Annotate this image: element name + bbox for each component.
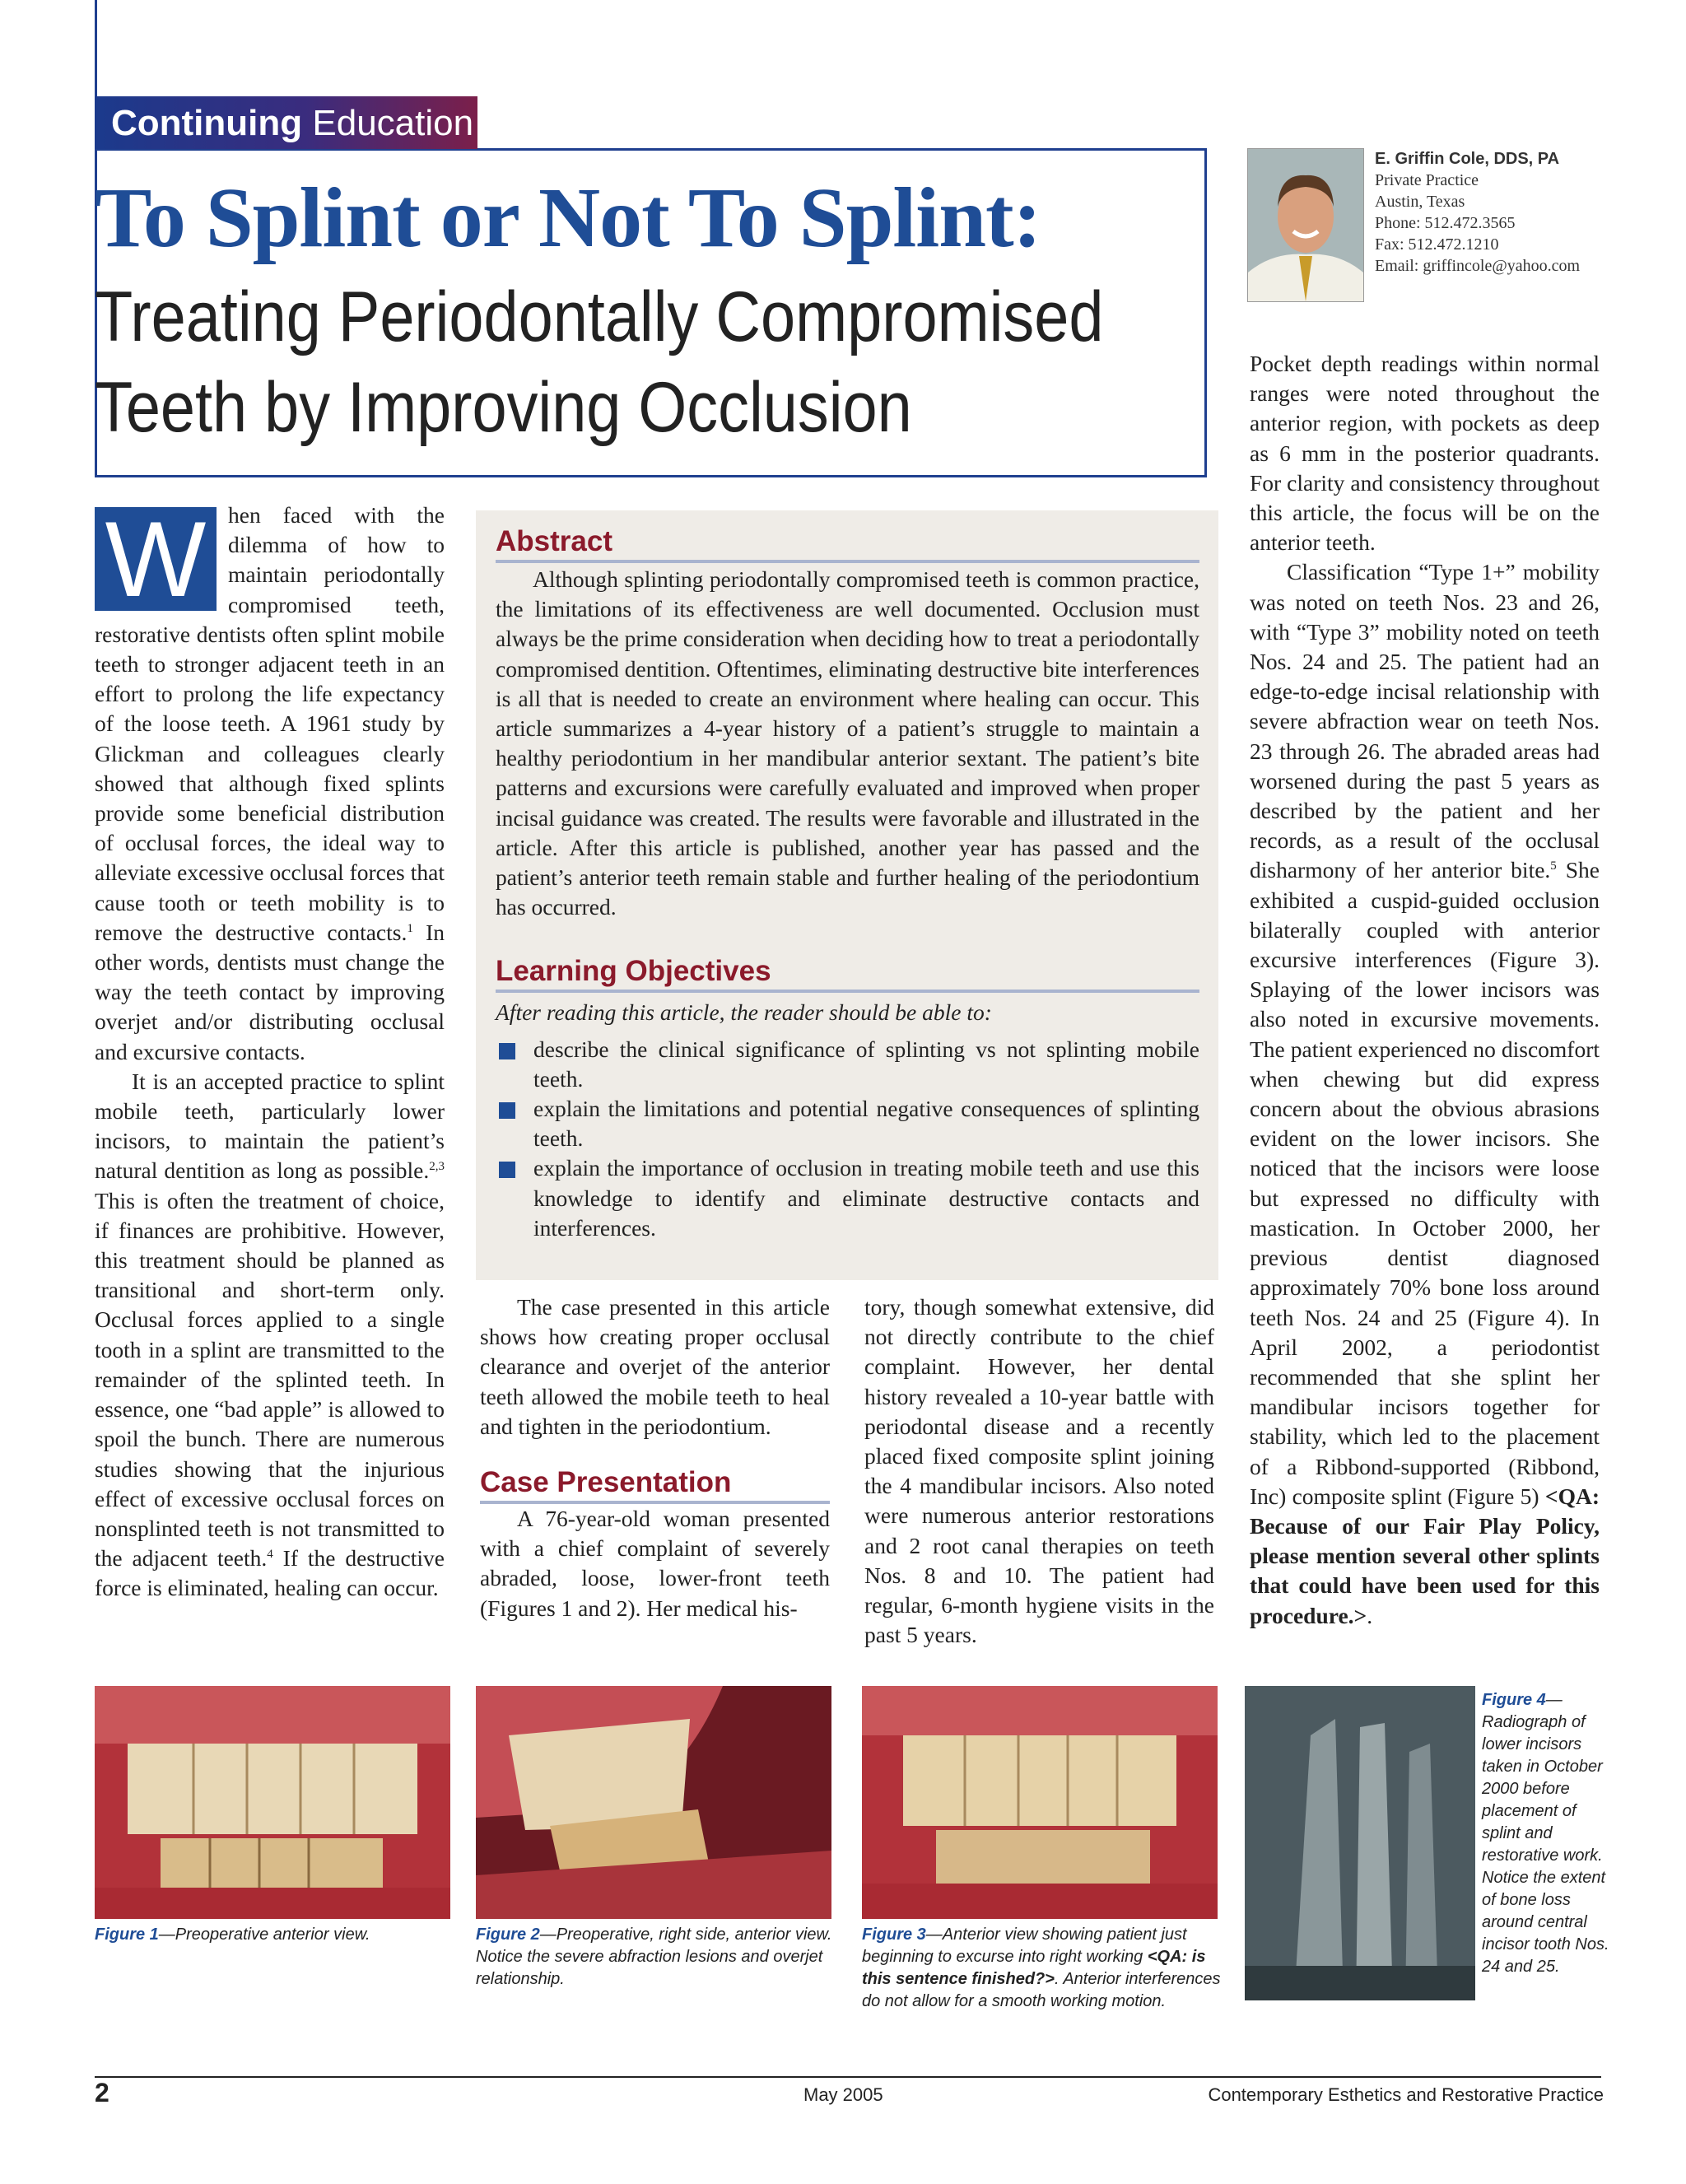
figure-2-image (476, 1686, 831, 1919)
figure-3-qa-note: <QA: is this sentence finished?> (862, 1948, 1206, 1988)
author-portrait-icon (1248, 149, 1363, 301)
figure-2-caption: Figure 2—Preoperative, right side, anterior view. Notice the severe abfraction lesions and overjet relationship. (476, 1926, 832, 1988)
abstract-box (476, 510, 1218, 1280)
section-banner (95, 96, 477, 149)
col4-paragraph-1: Pocket depth readings within normal ranges were noted throughout the anterior region, with pockets as deep as 6 mm in the posterior quadrants. For clarity and consistency throughout this article, the focus will be on the anterior teeth. (1250, 351, 1600, 556)
objective-item: explain the limitations and potential negative consequences of splinting teeth. (496, 1094, 1199, 1153)
author-fax: Fax: 512.472.1210 (1375, 235, 1499, 254)
footer-date: May 2005 (803, 2084, 883, 2105)
figure-4-image (1245, 1686, 1475, 2000)
author-line2: Austin, Texas (1375, 193, 1465, 211)
teeth-photo-icon (862, 1686, 1218, 1919)
objectives-heading: Learning Objectives (496, 955, 1199, 993)
abstract-body (496, 565, 1199, 922)
abstract-text: Although splinting periodontally compromised teeth is common practice, the limitations of its effectiveness are well documented. Occlusion must always be the prime consideration when deciding how to treat a periodontally compromised dentition. Oftentimes, eliminating destructive bite interferences is all that is needed to create an environment where healing can occur. This article summarizes a 4-year history of a patient’s struggle to maintain a healthy periodontium in her mandibular anterior sextant. The patient’s bite patterns and excursions were carefully evaluated and improved when proper incisal guidance was created. The results were favorable and illustrated in the article. After this article is published, another year has passed and the patient’s anterior teeth remain stable and further healing of the periodontium has occurred. (496, 566, 1199, 920)
subtitle-line-2: Teeth by Improving Occlusion (95, 368, 912, 447)
objective-item: describe the clinical significance of splinting vs not splinting mobile teeth. (496, 1035, 1199, 1094)
col2-paragraph-2: A 76-year-old woman presented with a chief complaint of severely abraded, loose, lower-front teeth (Figures 1 and 2). Her medical his- (480, 1506, 830, 1621)
col2-paragraph-1: The case presented in this article shows how creating proper occlusal clearance and overjet of the anterior teeth allowed the mobile teeth to heal and tighten in the periodontium. (480, 1294, 830, 1439)
footer-journal: Contemporary Esthetics and Restorative Practice (1208, 2084, 1604, 2105)
col1-paragraph-1: W hen faced with the dilemma of how to maintain periodontally compromised teeth, restorative dentists often splint mobile teeth to stronger adjacent teeth in an effort to prolong the life expectancy of the loose teeth. A 1961 study by Glickman and colleagues clearly showed that although fixed splints provide some beneficial distribution of occlusal forces, the ideal way to alleviate excessive occlusal forces that cause tooth or teeth mobility is to remove the destructive contacts.$^1$ In other words, dentists must change the way the teeth contact by improving overjet and/or distributing occlusal and excursive contacts. (95, 499, 445, 1064)
author-line1: Private Practice (1375, 171, 1479, 189)
article-title: To Splint or Not To Splint: (95, 170, 1041, 265)
qa-note: <QA: Because of our Fair Play Policy, please mention several other splints that could have been used for this procedure.> (1250, 1483, 1600, 1628)
objectives-body (496, 998, 1199, 1243)
radiograph-icon (1245, 1686, 1475, 2000)
subtitle-line-1: Treating Periodontally Compromised (95, 277, 1104, 356)
col4-paragraph-2: Classification “Type 1+” mobility was noted on teeth Nos. 23 and 26, with “Type 3” mobility noted on teeth Nos. 24 and 25. The patient had an edge-to-edge incisal relationship with severe abfraction wear on teeth Nos. 23 through 26. The abraded areas had worsened during the past 5 years as described by the patient and her records, as a result of the occlusal disharmony of her anterior bite.$^5$ She exhibited a cuspid-guided occlusion bilaterally coupled with anterior excursive interferences (Figure 3). Splaying of the lower incisors was also noted in excursive movements. The patient experienced no discomfort when chewing but did express concern about the obvious abrasions evident on the lower incisors. She noticed that the incisors were loose but expressed no difficulty with mastication. In October 2000, her previous dentist diagnosed approximately 70% bone loss around teeth Nos. 24 and 25 (Figure 4). In April 2002, a periodontist recommended that she splint her mandibular incisors together for stability, which led to the placement of a Ribbond-supported (Ribbond, Inc) composite splint (Figure 5) <QA: Because of our Fair Play Policy, please mention several other splints that could have been used for this procedure.>. (1250, 559, 1600, 1628)
drop-cap: W (95, 507, 217, 611)
objectives-intro: After reading this article, the reader should be able to: (496, 999, 992, 1026)
author-name: E. Griffin Cole, DDS, PA (1375, 150, 1560, 168)
figure-1-caption: Figure 1—Preoperative anterior view. (95, 1926, 370, 1944)
column-3 (864, 1292, 1214, 1650)
figure-1-image (95, 1686, 450, 1919)
page-number: 2 (95, 2078, 109, 2107)
objective-item: explain the importance of occlusion in treating mobile teeth and use this knowledge to identify and eliminate destructive contacts and interferences. (496, 1153, 1199, 1243)
figure-3-image (862, 1686, 1218, 1919)
case-presentation-heading: Case Presentation (480, 1466, 830, 1504)
column-2 (480, 1292, 830, 1623)
footer-rule (95, 2076, 1601, 2078)
article-subtitle (95, 272, 1103, 453)
teeth-photo-icon (476, 1686, 831, 1919)
col1-paragraph-2: It is an accepted practice to splint mobile teeth, particularly lower incisors, to maintain the patient’s natural dentition as long as possible.$^{2,3}$ This is often the treatment of choice, if finances are prohibitive. However, this treatment should be planned as transitional and short-term only. Occlusal forces applied to a single tooth in a splint are transmitted to the remainder of the splinted teeth. In essence, one “bad apple” is allowed to spoil the bunch. There are numerous studies showing that the injurious effect of excessive occlusal forces on nonsplinted teeth is not transmitted to the adjacent teeth.$^4$ If the destructive force is eliminated, healing can occur. (95, 1068, 445, 1601)
author-info (1375, 148, 1580, 277)
banner-bold: Continuing (111, 103, 303, 143)
column-1 (95, 501, 445, 1604)
frame-right-line (1204, 148, 1207, 477)
figure-3-caption: Figure 3—Anterior view showing patient just beginning to excurse into right working <QA: is this sentence finished?>. Anterior interferences do not allow for a smooth working motion. (862, 1926, 1221, 2010)
author-phone: Phone: 512.472.3565 (1375, 214, 1516, 232)
col3-paragraph-1: tory, though somewhat extensive, did not directly contribute to the chief complaint. However, her dental history revealed a 10-year battle with periodontal disease and a recently placed fixed composite splint joining the 4 mandibular incisors. Also noted were numerous anterior restorations and 2 root canal therapies on teeth Nos. 8 and 10. The patient had regular, 6-month hygiene visits in the past 5 years. (864, 1294, 1214, 1648)
author-email[interactable]: Email: griffincole@yahoo.com (1375, 257, 1581, 275)
author-photo (1247, 148, 1364, 302)
column-4 (1250, 349, 1600, 1631)
teeth-photo-icon (95, 1686, 450, 1919)
banner-light: Education (312, 103, 474, 143)
frame-bottom-line (95, 475, 1206, 477)
abstract-heading: Abstract (496, 525, 1199, 563)
figure-4-caption: Figure 4— Radiograph of lower incisors taken in October 2000 before placement of splint and restorative work. Notice the extent of bone loss around central incisor tooth Nos. 24 and 25. (1482, 1691, 1609, 1976)
